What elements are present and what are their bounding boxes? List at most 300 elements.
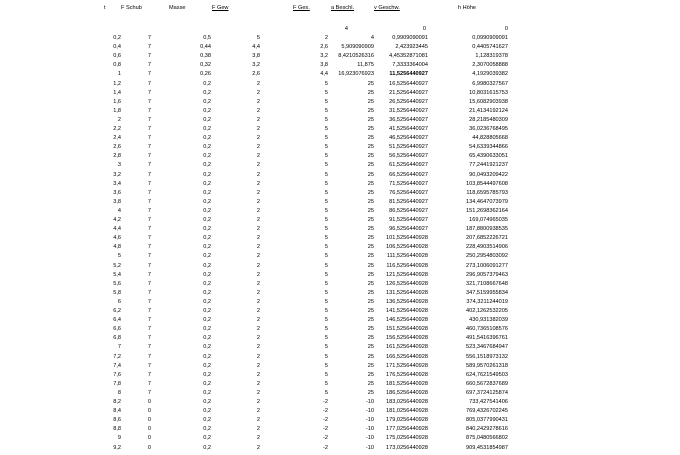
cell-a-beschl[interactable]: 25 bbox=[367, 380, 374, 387]
cell-t[interactable]: 0,4 bbox=[113, 44, 121, 51]
cell-a-beschl[interactable]: 25 bbox=[367, 244, 374, 251]
cell-f-schub[interactable]: 7 bbox=[147, 217, 151, 223]
cell-v-geschw[interactable]: 186,5256440928 bbox=[386, 389, 428, 396]
cell-f-ges[interactable]: 5 bbox=[324, 380, 328, 387]
cell-t[interactable]: 7,8 bbox=[113, 380, 121, 387]
cell-masse[interactable]: 0,2 bbox=[203, 289, 211, 296]
cell-v-geschw[interactable]: 106,5256440928 bbox=[386, 244, 428, 251]
cell-masse[interactable]: 0,2 bbox=[203, 244, 211, 251]
cell-a-beschl[interactable]: 25 bbox=[367, 162, 374, 169]
cell-v-geschw[interactable]: 26,5256440927 bbox=[389, 98, 428, 105]
cell-f-schub[interactable]: 7 bbox=[147, 326, 151, 333]
cell-f-gew[interactable]: 2 bbox=[256, 153, 260, 160]
cell-v-geschw[interactable]: 156,5256440928 bbox=[386, 335, 428, 342]
cell-a-beschl[interactable]: 25 bbox=[367, 389, 374, 396]
cell-f-ges[interactable]: 5 bbox=[324, 107, 328, 114]
cell-f-schub[interactable]: 0 bbox=[147, 417, 151, 424]
cell-a-beschl[interactable]: 25 bbox=[367, 326, 374, 333]
cell-masse[interactable]: 0,38 bbox=[200, 53, 211, 60]
cell-h-hoehe[interactable]: 589,9570261318 bbox=[466, 362, 508, 369]
cell-a-beschl[interactable]: 25 bbox=[367, 80, 374, 87]
cell-masse[interactable]: 0,2 bbox=[203, 444, 211, 451]
cell-v-geschw[interactable]: 175,0256440928 bbox=[386, 435, 428, 442]
cell-f-ges[interactable]: 2 bbox=[324, 35, 328, 41]
cell-f-ges[interactable]: 5 bbox=[324, 226, 328, 233]
cell-v-geschw[interactable]: 96,5256440927 bbox=[389, 226, 428, 233]
cell-f-ges[interactable]: -2 bbox=[323, 417, 328, 424]
cell-t[interactable]: 8,8 bbox=[113, 426, 121, 433]
cell-t[interactable]: 0,6 bbox=[113, 53, 121, 60]
cell-h-hoehe[interactable]: 4,1929039382 bbox=[472, 71, 508, 78]
cell-f-schub[interactable]: 7 bbox=[147, 35, 151, 41]
cell-h-hoehe[interactable]: 660,5672837689 bbox=[466, 380, 508, 387]
cell-f-gew[interactable]: 2 bbox=[256, 144, 260, 151]
cell-v-geschw[interactable]: 41,5256440927 bbox=[389, 126, 428, 132]
cell-f-schub[interactable]: 7 bbox=[147, 244, 151, 251]
cell-h-hoehe[interactable]: 430,931382039 bbox=[469, 317, 508, 324]
cell-t[interactable]: 4 bbox=[117, 207, 121, 214]
cell-h-hoehe[interactable]: 402,1262532205 bbox=[466, 308, 508, 314]
cell-f-gew[interactable]: 2 bbox=[256, 217, 260, 223]
cell-masse[interactable]: 0,2 bbox=[203, 280, 211, 287]
cell-masse[interactable]: 0,2 bbox=[203, 389, 211, 396]
cell-t[interactable]: 3 bbox=[117, 162, 121, 169]
cell-f-gew[interactable]: 2 bbox=[256, 308, 260, 314]
cell-h-hoehe[interactable]: 21,4134192124 bbox=[469, 107, 508, 114]
cell-v-geschw[interactable]: 141,5256440928 bbox=[386, 308, 428, 314]
cell-f-schub[interactable]: 7 bbox=[147, 116, 151, 123]
cell-h-hoehe[interactable]: 273,1006091277 bbox=[466, 262, 508, 269]
cell-a-beschl[interactable]: 25 bbox=[367, 344, 374, 351]
cell-f-ges[interactable]: 5 bbox=[324, 389, 328, 396]
cell-a-beschl[interactable]: 16,923076923 bbox=[338, 71, 374, 78]
cell-h-hoehe[interactable]: 556,1518973132 bbox=[466, 353, 508, 360]
cell-a-beschl[interactable]: 8,4210526316 bbox=[338, 53, 374, 60]
cell-v-geschw[interactable]: 173,0256440928 bbox=[386, 444, 428, 451]
cell-f-ges[interactable]: 5 bbox=[324, 80, 328, 87]
cell-f-ges[interactable]: 5 bbox=[324, 362, 328, 369]
cell-f-ges[interactable]: 5 bbox=[324, 308, 328, 314]
cell-t[interactable]: 4,4 bbox=[113, 226, 121, 233]
cell-f-schub[interactable]: 0 bbox=[147, 435, 151, 442]
cell-masse[interactable]: 0,2 bbox=[203, 153, 211, 160]
cell-f-schub[interactable]: 0 bbox=[147, 426, 151, 433]
cell-masse[interactable]: 0,2 bbox=[203, 89, 211, 96]
cell-f-schub[interactable]: 7 bbox=[147, 198, 151, 205]
cell-f-gew[interactable]: 2 bbox=[256, 271, 260, 278]
cell-f-ges[interactable]: 5 bbox=[324, 344, 328, 351]
cell-h-hoehe[interactable]: 733,427541406 bbox=[469, 399, 508, 405]
cell-h-hoehe[interactable]: 0,4405741627 bbox=[472, 44, 508, 51]
cell-masse[interactable]: 0,2 bbox=[203, 135, 211, 142]
cell-v-geschw[interactable]: 136,5256440928 bbox=[386, 298, 428, 305]
cell-v-geschw[interactable]: 21,5256440927 bbox=[389, 89, 428, 96]
cell-a-beschl[interactable]: 25 bbox=[367, 298, 374, 305]
cell-t[interactable]: 0,8 bbox=[113, 62, 121, 69]
cell-f-ges[interactable]: 5 bbox=[324, 144, 328, 151]
cell-masse[interactable]: 0,2 bbox=[203, 217, 211, 223]
cell-a-beschl[interactable]: 25 bbox=[367, 353, 374, 360]
initial-h[interactable]: 0 bbox=[504, 26, 508, 32]
cell-f-gew[interactable]: 2 bbox=[256, 80, 260, 87]
cell-t[interactable]: 5 bbox=[117, 253, 121, 260]
cell-f-schub[interactable]: 7 bbox=[147, 362, 151, 369]
cell-v-geschw[interactable]: 86,5256440927 bbox=[389, 207, 428, 214]
header-v-geschw[interactable]: v Geschw. bbox=[374, 5, 400, 11]
cell-t[interactable]: 6 bbox=[117, 298, 121, 305]
cell-v-geschw[interactable]: 181,0256440928 bbox=[386, 408, 428, 415]
cell-masse[interactable]: 0,2 bbox=[203, 171, 211, 178]
cell-f-schub[interactable]: 7 bbox=[147, 389, 151, 396]
cell-h-hoehe[interactable]: 118,6595785793 bbox=[466, 189, 508, 196]
cell-v-geschw[interactable]: 56,5256440927 bbox=[389, 153, 428, 160]
cell-f-ges[interactable]: 5 bbox=[324, 171, 328, 178]
cell-v-geschw[interactable]: 46,5256440927 bbox=[389, 135, 428, 142]
cell-f-ges[interactable]: 5 bbox=[324, 89, 328, 96]
cell-h-hoehe[interactable]: 151,2698362164 bbox=[466, 207, 508, 214]
cell-t[interactable]: 4,8 bbox=[113, 244, 121, 251]
cell-h-hoehe[interactable]: 207,6852226721 bbox=[466, 235, 508, 242]
cell-v-geschw[interactable]: 71,5256440927 bbox=[389, 180, 428, 187]
cell-v-geschw[interactable]: 51,5256440927 bbox=[389, 144, 428, 151]
cell-t[interactable]: 6,4 bbox=[113, 317, 121, 324]
cell-f-gew[interactable]: 2 bbox=[256, 326, 260, 333]
cell-f-gew[interactable]: 2 bbox=[256, 89, 260, 96]
cell-t[interactable]: 2,6 bbox=[113, 144, 121, 151]
cell-masse[interactable]: 0,2 bbox=[203, 308, 211, 314]
cell-a-beschl[interactable]: 25 bbox=[367, 271, 374, 278]
cell-masse[interactable]: 0,2 bbox=[203, 271, 211, 278]
cell-v-geschw[interactable]: 177,0256440928 bbox=[386, 426, 428, 433]
cell-a-beschl[interactable]: 25 bbox=[367, 317, 374, 324]
cell-v-geschw[interactable]: 4,45352871081 bbox=[389, 53, 428, 60]
cell-h-hoehe[interactable]: 491,5416396761 bbox=[466, 335, 508, 342]
cell-h-hoehe[interactable]: 374,3211244019 bbox=[466, 298, 508, 305]
cell-f-schub[interactable]: 7 bbox=[147, 171, 151, 178]
cell-t[interactable]: 1 bbox=[117, 71, 121, 78]
cell-f-ges[interactable]: 5 bbox=[324, 235, 328, 242]
cell-f-gew[interactable]: 2 bbox=[256, 344, 260, 351]
cell-masse[interactable]: 0,2 bbox=[203, 207, 211, 214]
cell-t[interactable]: 1,6 bbox=[113, 98, 121, 105]
cell-t[interactable]: 3,2 bbox=[113, 171, 121, 178]
cell-v-geschw[interactable]: 2,423923445 bbox=[395, 44, 428, 51]
cell-t[interactable]: 1,8 bbox=[113, 107, 121, 114]
cell-h-hoehe[interactable]: 0,0990909091 bbox=[472, 35, 508, 41]
cell-h-hoehe[interactable]: 523,3467684947 bbox=[466, 344, 508, 351]
cell-f-schub[interactable]: 7 bbox=[147, 144, 151, 151]
cell-f-gew[interactable]: 2 bbox=[256, 426, 260, 433]
cell-v-geschw[interactable]: 101,5256440928 bbox=[386, 235, 428, 242]
cell-f-schub[interactable]: 7 bbox=[147, 280, 151, 287]
cell-t[interactable]: 6,6 bbox=[113, 326, 121, 333]
cell-f-ges[interactable]: 4,4 bbox=[320, 71, 328, 78]
cell-f-ges[interactable]: -2 bbox=[323, 399, 328, 405]
cell-masse[interactable]: 0,2 bbox=[203, 408, 211, 415]
cell-h-hoehe[interactable]: 460,7365108576 bbox=[466, 326, 508, 333]
cell-v-geschw[interactable]: 0,9909090091 bbox=[392, 35, 428, 41]
cell-t[interactable]: 2,4 bbox=[113, 135, 121, 142]
cell-f-gew[interactable]: 2 bbox=[256, 171, 260, 178]
cell-a-beschl[interactable]: 25 bbox=[367, 180, 374, 187]
cell-a-beschl[interactable]: 25 bbox=[367, 289, 374, 296]
cell-f-gew[interactable]: 2 bbox=[256, 198, 260, 205]
cell-masse[interactable]: 0,2 bbox=[203, 317, 211, 324]
cell-f-schub[interactable]: 7 bbox=[147, 71, 151, 78]
cell-a-beschl[interactable]: -10 bbox=[365, 417, 374, 424]
cell-h-hoehe[interactable]: 15,6082903938 bbox=[469, 98, 508, 105]
cell-a-beschl[interactable]: -10 bbox=[365, 435, 374, 442]
cell-f-schub[interactable]: 7 bbox=[147, 271, 151, 278]
header-f-gew[interactable]: F Gew bbox=[212, 5, 229, 11]
cell-f-gew[interactable]: 3,8 bbox=[252, 53, 260, 60]
cell-a-beschl[interactable]: -10 bbox=[365, 444, 374, 451]
cell-a-beschl[interactable]: 25 bbox=[367, 371, 374, 378]
cell-t[interactable]: 5,8 bbox=[113, 289, 121, 296]
cell-f-ges[interactable]: -2 bbox=[323, 426, 328, 433]
cell-f-gew[interactable]: 2 bbox=[256, 380, 260, 387]
cell-f-schub[interactable]: 7 bbox=[147, 44, 151, 51]
cell-t[interactable]: 4,2 bbox=[113, 217, 121, 223]
cell-h-hoehe[interactable]: 321,7108667648 bbox=[466, 280, 508, 287]
cell-f-gew[interactable]: 2 bbox=[256, 335, 260, 342]
cell-a-beschl[interactable]: 25 bbox=[367, 171, 374, 178]
cell-masse[interactable]: 0,2 bbox=[203, 353, 211, 360]
cell-t[interactable]: 3,6 bbox=[113, 189, 121, 196]
cell-f-gew[interactable]: 3,2 bbox=[252, 62, 260, 69]
cell-f-ges[interactable]: 5 bbox=[324, 217, 328, 223]
cell-f-schub[interactable]: 7 bbox=[147, 371, 151, 378]
cell-f-gew[interactable]: 2 bbox=[256, 135, 260, 142]
cell-h-hoehe[interactable]: 909,4531854987 bbox=[466, 444, 508, 451]
cell-h-hoehe[interactable]: 250,2954803092 bbox=[466, 253, 508, 260]
cell-a-beschl[interactable]: 25 bbox=[367, 217, 374, 223]
cell-f-schub[interactable]: 7 bbox=[147, 153, 151, 160]
cell-a-beschl[interactable]: 25 bbox=[367, 89, 374, 96]
cell-v-geschw[interactable]: 176,5256440928 bbox=[386, 371, 428, 378]
cell-masse[interactable]: 0,2 bbox=[203, 298, 211, 305]
cell-f-gew[interactable]: 2 bbox=[256, 353, 260, 360]
cell-h-hoehe[interactable]: 169,074965035 bbox=[469, 217, 508, 223]
cell-t[interactable]: 3,8 bbox=[113, 198, 121, 205]
cell-a-beschl[interactable]: -10 bbox=[365, 426, 374, 433]
cell-masse[interactable]: 0,26 bbox=[200, 71, 211, 78]
cell-a-beschl[interactable]: 25 bbox=[367, 189, 374, 196]
cell-f-gew[interactable]: 2 bbox=[256, 116, 260, 123]
cell-f-gew[interactable]: 2 bbox=[256, 298, 260, 305]
header-f-ges[interactable]: F Ges. bbox=[293, 5, 310, 11]
cell-masse[interactable]: 0,2 bbox=[203, 180, 211, 187]
cell-f-ges[interactable]: -2 bbox=[323, 408, 328, 415]
cell-masse[interactable]: 0,2 bbox=[203, 435, 211, 442]
cell-f-ges[interactable]: 5 bbox=[324, 116, 328, 123]
cell-f-gew[interactable]: 2 bbox=[256, 435, 260, 442]
cell-v-geschw[interactable]: 7,3333364004 bbox=[392, 62, 428, 69]
cell-h-hoehe[interactable]: 347,5159955834 bbox=[466, 289, 508, 296]
cell-a-beschl[interactable]: 25 bbox=[367, 126, 374, 132]
cell-f-gew[interactable]: 2 bbox=[256, 289, 260, 296]
cell-t[interactable]: 5,6 bbox=[113, 280, 121, 287]
cell-v-geschw[interactable]: 61,5256440927 bbox=[389, 162, 428, 169]
cell-masse[interactable]: 0,2 bbox=[203, 226, 211, 233]
cell-t[interactable]: 1,4 bbox=[113, 89, 121, 96]
cell-a-beschl[interactable]: 4 bbox=[370, 35, 374, 41]
header-a-beschl[interactable]: a Beschl. bbox=[331, 5, 355, 11]
cell-h-hoehe[interactable]: 134,4647073979 bbox=[466, 198, 508, 205]
cell-a-beschl[interactable]: 25 bbox=[367, 198, 374, 205]
cell-masse[interactable]: 0,5 bbox=[203, 35, 211, 41]
cell-f-gew[interactable]: 2 bbox=[256, 189, 260, 196]
cell-h-hoehe[interactable]: 187,8800938535 bbox=[466, 226, 508, 233]
cell-f-ges[interactable]: -2 bbox=[323, 444, 328, 451]
cell-f-schub[interactable]: 7 bbox=[147, 80, 151, 87]
cell-h-hoehe[interactable]: 624,7621549503 bbox=[466, 371, 508, 378]
cell-v-geschw[interactable]: 66,5256440927 bbox=[389, 171, 428, 178]
cell-h-hoehe[interactable]: 36,0236768495 bbox=[469, 126, 508, 132]
header-masse[interactable]: Masse bbox=[169, 5, 186, 11]
cell-a-beschl[interactable]: 25 bbox=[367, 135, 374, 142]
cell-f-gew[interactable]: 2 bbox=[256, 317, 260, 324]
cell-f-ges[interactable]: 5 bbox=[324, 353, 328, 360]
cell-masse[interactable]: 0,2 bbox=[203, 362, 211, 369]
cell-h-hoehe[interactable]: 805,0377990431 bbox=[466, 417, 508, 424]
cell-f-schub[interactable]: 7 bbox=[147, 335, 151, 342]
header-f-schub[interactable]: F Schub bbox=[121, 5, 142, 11]
cell-f-schub[interactable]: 7 bbox=[147, 62, 151, 69]
cell-h-hoehe[interactable]: 840,2429278616 bbox=[466, 426, 508, 433]
cell-a-beschl[interactable]: 25 bbox=[367, 335, 374, 342]
cell-f-schub[interactable]: 7 bbox=[147, 253, 151, 260]
cell-masse[interactable]: 0,2 bbox=[203, 189, 211, 196]
cell-masse[interactable]: 0,2 bbox=[203, 126, 211, 132]
cell-masse[interactable]: 0,2 bbox=[203, 253, 211, 260]
cell-f-gew[interactable]: 2 bbox=[256, 280, 260, 287]
cell-f-gew[interactable]: 2 bbox=[256, 235, 260, 242]
cell-h-hoehe[interactable]: 6,9980327567 bbox=[472, 80, 508, 87]
cell-masse[interactable]: 0,2 bbox=[203, 98, 211, 105]
cell-f-schub[interactable]: 7 bbox=[147, 189, 151, 196]
cell-t[interactable]: 7,6 bbox=[113, 371, 121, 378]
cell-f-ges[interactable]: 2,6 bbox=[320, 44, 328, 51]
cell-f-ges[interactable]: 5 bbox=[324, 335, 328, 342]
cell-masse[interactable]: 0,2 bbox=[203, 235, 211, 242]
cell-masse[interactable]: 0,2 bbox=[203, 326, 211, 333]
cell-v-geschw[interactable]: 126,5256440928 bbox=[386, 280, 428, 287]
cell-a-beschl[interactable]: 25 bbox=[367, 262, 374, 269]
cell-f-ges[interactable]: 3,8 bbox=[320, 62, 328, 69]
cell-a-beschl[interactable]: 25 bbox=[367, 280, 374, 287]
cell-f-gew[interactable]: 2 bbox=[256, 207, 260, 214]
cell-f-gew[interactable]: 2 bbox=[256, 389, 260, 396]
cell-f-schub[interactable]: 7 bbox=[147, 180, 151, 187]
cell-f-schub[interactable]: 0 bbox=[147, 408, 151, 415]
cell-h-hoehe[interactable]: 296,9057379463 bbox=[466, 271, 508, 278]
cell-masse[interactable]: 0,44 bbox=[200, 44, 211, 51]
cell-f-schub[interactable]: 7 bbox=[147, 317, 151, 324]
cell-f-ges[interactable]: 5 bbox=[324, 253, 328, 260]
cell-f-ges[interactable]: 5 bbox=[324, 207, 328, 214]
cell-f-schub[interactable]: 0 bbox=[147, 399, 151, 405]
cell-f-schub[interactable]: 7 bbox=[147, 308, 151, 314]
cell-h-hoehe[interactable]: 103,8544497608 bbox=[466, 180, 508, 187]
cell-a-beschl[interactable]: 25 bbox=[367, 207, 374, 214]
cell-f-schub[interactable]: 7 bbox=[147, 289, 151, 296]
cell-masse[interactable]: 0,2 bbox=[203, 335, 211, 342]
cell-v-geschw[interactable]: 81,5256440927 bbox=[389, 198, 428, 205]
cell-v-geschw[interactable]: 166,5256440928 bbox=[386, 353, 428, 360]
cell-h-hoehe[interactable]: 44,828805668 bbox=[472, 135, 508, 142]
cell-v-geschw[interactable]: 131,5256440928 bbox=[386, 289, 428, 296]
cell-v-geschw[interactable]: 171,5256440928 bbox=[386, 362, 428, 369]
cell-f-gew[interactable]: 2 bbox=[256, 417, 260, 424]
cell-a-beschl[interactable]: 25 bbox=[367, 362, 374, 369]
cell-f-schub[interactable]: 7 bbox=[147, 162, 151, 169]
cell-f-schub[interactable]: 7 bbox=[147, 344, 151, 351]
cell-f-gew[interactable]: 2 bbox=[256, 253, 260, 260]
cell-a-beschl[interactable]: 11,875 bbox=[357, 62, 374, 69]
cell-a-beschl[interactable]: 25 bbox=[367, 144, 374, 151]
cell-masse[interactable]: 0,2 bbox=[203, 162, 211, 169]
cell-v-geschw[interactable]: 179,0256440928 bbox=[386, 417, 428, 424]
cell-masse[interactable]: 0,2 bbox=[203, 80, 211, 87]
cell-masse[interactable]: 0,2 bbox=[203, 262, 211, 269]
cell-masse[interactable]: 0,32 bbox=[200, 62, 211, 69]
cell-t[interactable]: 2 bbox=[117, 116, 121, 123]
cell-f-ges[interactable]: 5 bbox=[324, 126, 328, 132]
header-t[interactable]: t bbox=[104, 5, 106, 11]
cell-a-beschl[interactable]: -10 bbox=[365, 399, 374, 405]
cell-v-geschw[interactable]: 161,5256440928 bbox=[386, 344, 428, 351]
cell-a-beschl[interactable]: 25 bbox=[367, 226, 374, 233]
cell-v-geschw[interactable]: 116,5256440928 bbox=[386, 262, 428, 269]
initial-a[interactable]: 4 bbox=[344, 26, 348, 32]
cell-v-geschw[interactable]: 16,5256440927 bbox=[389, 80, 428, 87]
cell-f-ges[interactable]: 5 bbox=[324, 271, 328, 278]
cell-f-schub[interactable]: 7 bbox=[147, 89, 151, 96]
cell-f-schub[interactable]: 7 bbox=[147, 126, 151, 132]
cell-t[interactable]: 8,4 bbox=[113, 408, 121, 415]
cell-f-schub[interactable]: 7 bbox=[147, 53, 151, 60]
cell-v-geschw[interactable]: 181,5256440928 bbox=[386, 380, 428, 387]
cell-masse[interactable]: 0,2 bbox=[203, 399, 211, 405]
cell-f-gew[interactable]: 2 bbox=[256, 262, 260, 269]
cell-h-hoehe[interactable]: 1,128319378 bbox=[475, 53, 508, 60]
cell-f-gew[interactable]: 2 bbox=[256, 408, 260, 415]
cell-t[interactable]: 5,2 bbox=[113, 262, 121, 269]
cell-f-schub[interactable]: 7 bbox=[147, 207, 151, 214]
cell-t[interactable]: 5,4 bbox=[113, 271, 121, 278]
cell-t[interactable]: 7 bbox=[117, 344, 121, 351]
cell-f-schub[interactable]: 7 bbox=[147, 107, 151, 114]
cell-h-hoehe[interactable]: 65,4390633051 bbox=[469, 153, 508, 160]
cell-t[interactable]: 2,8 bbox=[113, 153, 121, 160]
cell-v-geschw[interactable]: 111,5256440928 bbox=[386, 253, 428, 260]
cell-f-ges[interactable]: 5 bbox=[324, 289, 328, 296]
cell-masse[interactable]: 0,2 bbox=[203, 417, 211, 424]
cell-t[interactable]: 8 bbox=[117, 389, 121, 396]
cell-f-ges[interactable]: 5 bbox=[324, 262, 328, 269]
cell-t[interactable]: 2,2 bbox=[113, 126, 121, 132]
cell-v-geschw[interactable]: 146,5256440928 bbox=[386, 317, 428, 324]
cell-h-hoehe[interactable]: 54,6339344866 bbox=[469, 144, 508, 151]
cell-masse[interactable]: 0,2 bbox=[203, 344, 211, 351]
cell-h-hoehe[interactable]: 10,8031615753 bbox=[469, 89, 508, 96]
cell-f-schub[interactable]: 7 bbox=[147, 262, 151, 269]
cell-f-ges[interactable]: 5 bbox=[324, 98, 328, 105]
cell-t[interactable]: 0,2 bbox=[113, 35, 121, 41]
cell-h-hoehe[interactable]: 697,3724125874 bbox=[466, 389, 508, 396]
cell-masse[interactable]: 0,2 bbox=[203, 116, 211, 123]
